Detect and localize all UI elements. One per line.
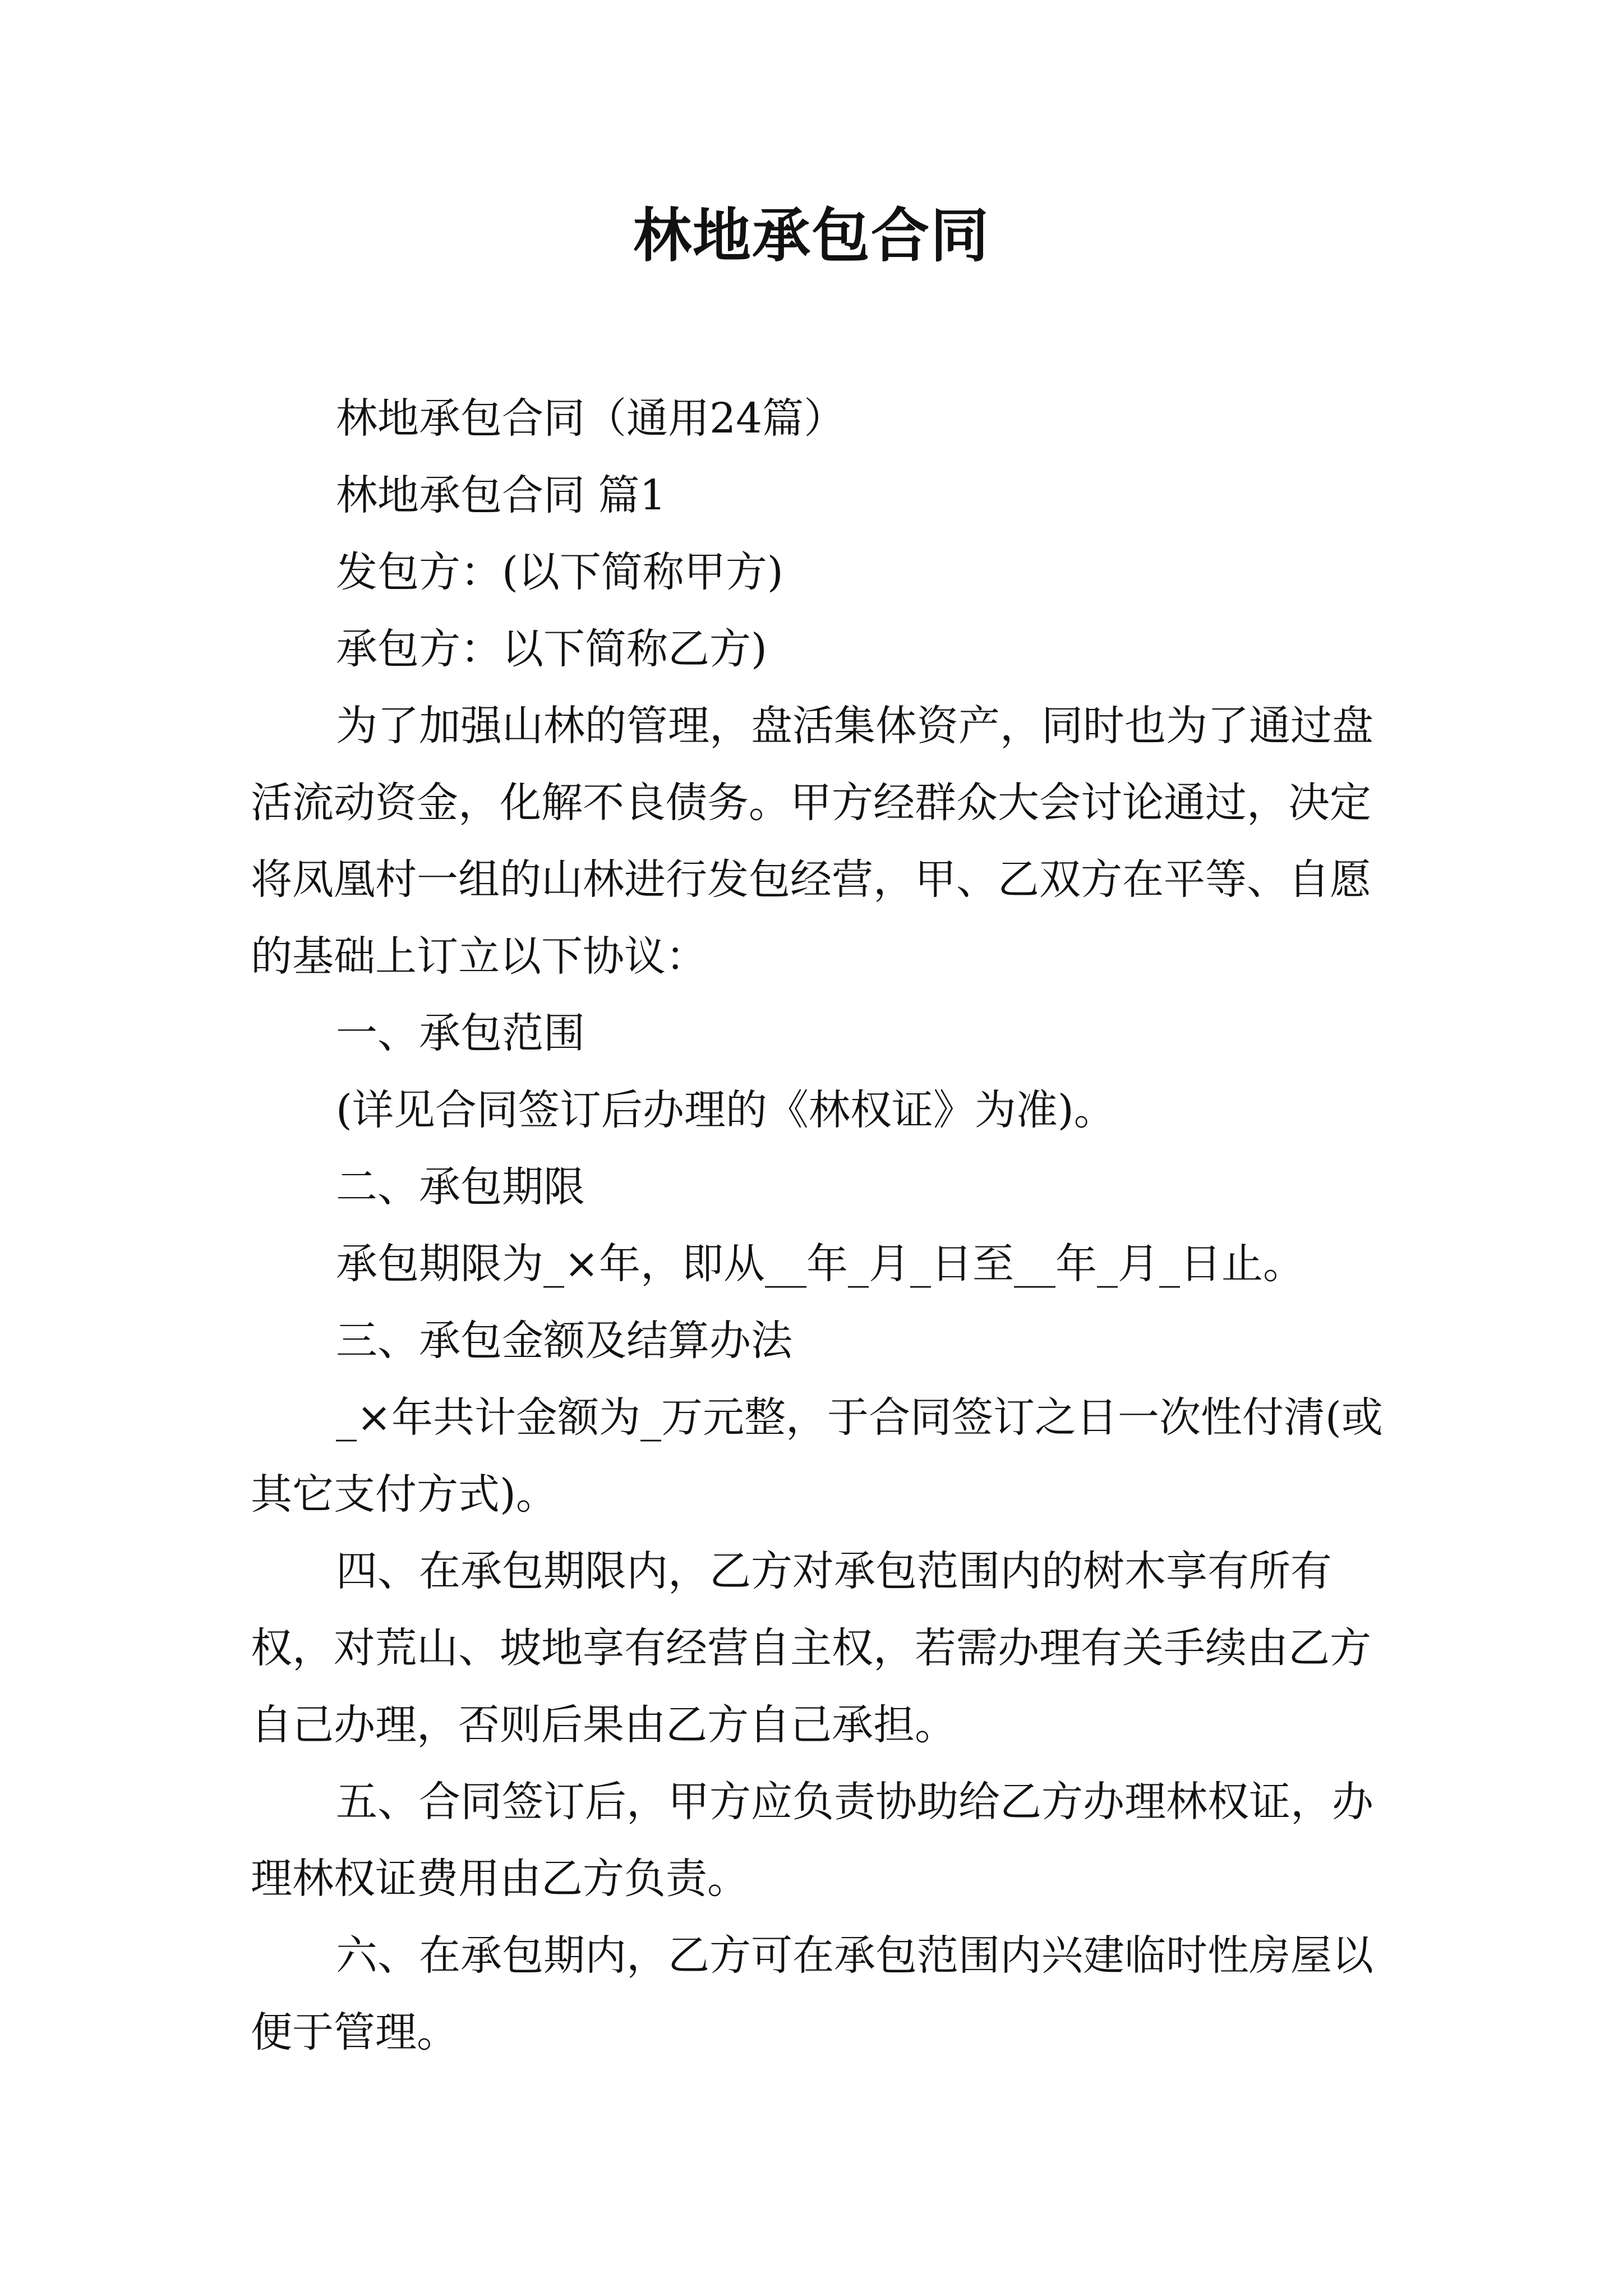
document-title: 林地承包合同 bbox=[633, 201, 990, 270]
document-body bbox=[251, 380, 1389, 2071]
paragraph-preamble: 为了加强山林的管理，盘活集体资产，同时也为了通过盘活流动资金，化解不良债务。甲方经群众大会讨论通过，决定将凤凰村一组的山林进行发包经营，甲、乙双方在平等、自愿的基础上订立以下协议： bbox=[251, 702, 1373, 981]
paragraph-clause-6: 六、在承包期内，乙方可在承包范围内兴建临时性房屋以便于管理。 bbox=[251, 1931, 1373, 2056]
paragraph-clause-2-title: 二、承包期限 bbox=[336, 1163, 585, 1211]
paragraph-clause-4: 四、在承包期限内，乙方对承包范围内的树木享有所有权，对荒山、坡地享有经营自主权，若需办理有关手续由乙方自己办理，否则后果由乙方自己承担。 bbox=[251, 1547, 1371, 1749]
paragraph-party-b: 承包方：以下简称乙方) bbox=[336, 625, 767, 673]
paragraph-clause-3-body: _×年共计金额为_万元整，于合同签订之日一次性付清(或其它支付方式)。 bbox=[251, 1393, 1383, 1519]
paragraph-party-a: 发包方：(以下简称甲方) bbox=[336, 548, 783, 596]
paragraph-clause-3-title: 三、承包金额及结算办法 bbox=[336, 1317, 792, 1365]
paragraph-section-number: 林地承包合同 篇1 bbox=[336, 471, 666, 519]
paragraph-clause-2-body: 承包期限为_×年，即从__年_月_日至__年_月_日止。 bbox=[336, 1240, 1305, 1288]
paragraph-heading: 林地承包合同（通用24篇） bbox=[336, 394, 846, 443]
paragraph-clause-5: 五、合同签订后，甲方应负责协助给乙方办理林权证，办理林权证费用由乙方负责。 bbox=[251, 1778, 1373, 1903]
paragraph-clause-1-title: 一、承包范围 bbox=[336, 1009, 585, 1057]
paragraph-clause-1-body: (详见合同签订后办理的《林权证》为准)。 bbox=[336, 1086, 1115, 1134]
